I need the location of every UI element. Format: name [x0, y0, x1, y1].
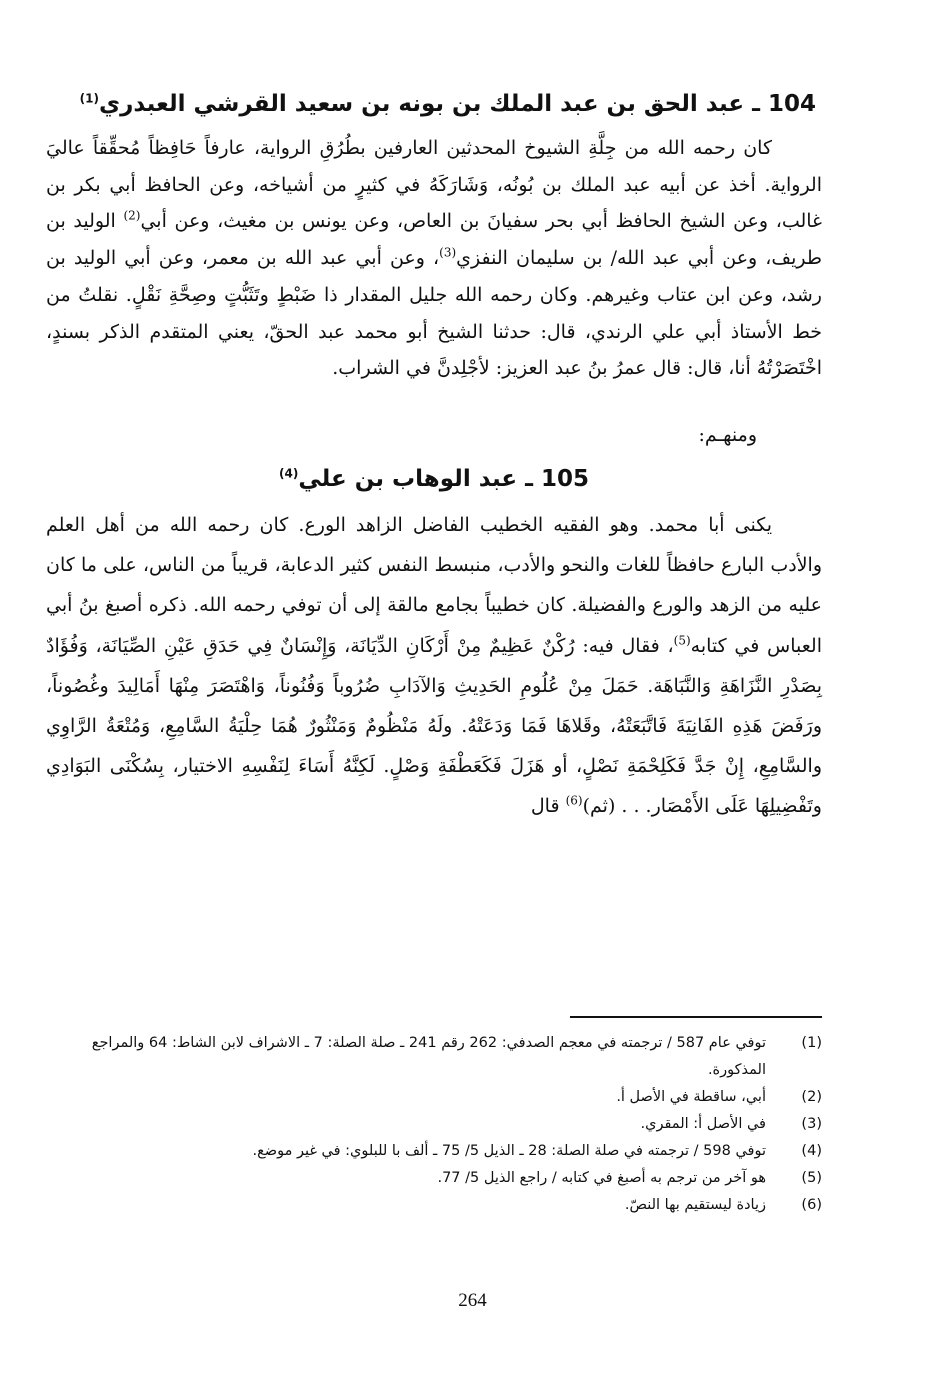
entry-105-paragraph — [46, 505, 822, 827]
footnote-ref-3[interactable]: (3) — [439, 245, 457, 260]
footnote-text: توفي 598 / ترجمته في صلة الصلة: 28 ـ الذيل 5/ 75 ـ ألف با للبلوي: في غير موضع. — [252, 1143, 766, 1159]
footnotes-section — [46, 1030, 822, 1219]
entry-104-text-1: كان رحمه الله من جِلَّةِ الشيوخ المحدثين العارفين بطُرُقِ الرواية، عارفاً حَافِظاً مُحقِّقاً عاليَ الرواية. أخذ عن أبيه عبد الملك بن بُونُه، وَشَارَكَهُ في كثيرٍ من أشياخه، وعن الحافظ أبي بكر بن غالب، وعن الشيخ الحافظ أبي بحر سفيانَ بن العاص، وعن يونس بن مغيث، وعن أبي — [46, 137, 822, 233]
page-body — [46, 78, 822, 827]
entry-104-text-2: الوليد بن طريف، وعن أبي عبد الله/ بن سليمان النفزي — [46, 210, 822, 270]
section-transition-label: ومنهـم: — [698, 423, 757, 446]
footnote-number: (5) — [801, 1170, 822, 1186]
entry-104-heading-text: 104 ـ عبد الحق بن عبد الملك بن بونه بن سعيد القرشي العبدري — [99, 91, 816, 117]
footnote-item — [46, 1138, 822, 1165]
footnote-number: (6) — [801, 1197, 822, 1213]
footnote-ref-4[interactable]: (4) — [279, 466, 299, 481]
footnote-item — [46, 1111, 822, 1138]
footnote-text: أبي، ساقطة في الأصل أ. — [616, 1089, 766, 1105]
footnote-ref-2[interactable]: (2) — [123, 209, 141, 224]
footnote-item — [46, 1030, 822, 1084]
footnote-number: (1) — [801, 1035, 822, 1051]
footnote-item — [46, 1084, 822, 1111]
footnote-ref-6[interactable]: (6) — [565, 794, 583, 809]
entry-105-text-3: قال — [530, 795, 566, 818]
footnote-item — [46, 1165, 822, 1192]
entry-105-text-1: يكنى أبا محمد. وهو الفقيه الخطيب الفاضل الزاهد الورع. كان رحمه الله من أهل العلم والأدب البارع حافظاً للغات والنحو والأدب، منبسط النفس كثير الدعابة، قريباً من الناس، على ما كان عليه من الزهد والورع والفضيلة. كان خطيباً بجامع مالقة إلى أن توفي رحمه الله. ذكره أصبغ بنُ أبي العباس في كتابه — [46, 513, 822, 657]
footnote-text: توفي عام 587 / ترجمته في معجم الصدفي: 262 رقم 241 ـ صلة الصلة: 7 ـ الاشراف لابن الشاط: 64 والمراجع المذكورة. — [91, 1035, 766, 1078]
entry-104-heading — [46, 78, 822, 130]
footnote-text: في الأصل أ: المقري. — [640, 1116, 766, 1132]
entry-105-heading-text: 105 ـ عبد الوهاب بن علي — [298, 465, 589, 492]
entry-105-text-2: ، فقال فيه: رُكْنٌ عَظِيمٌ مِنْ أَرْكَانِ الدِّيَانَة، وَإِنْسَانٌ فِي حَدَقِ عَيْنِ الصِّيَانَة، وَفُؤَادٌ بِصَدْرِ النَّزَاهَةِ وَالنَّبَاهَة. حَمَلَ مِنْ عُلُومِ الحَدِيثِ وَالآدَابِ ضُرُوباً وَفُنُوناً، وَاهْتَصَرَ مِنْهَا أَمَالِيدَ وغُصُوناً، ورَفَضَ هَذِهِ الفَانِيَةَ فَاتَّبَعَتْهُ، وقَلاهَا فَمَا وَدَعَتْهُ. ولَهُ مَنْظُومٌ وَمَنْثُورٌ هُمَا حِلْيَةُ السَّامِعِ، وَمُتْعَةُ الرَّاوِي والسَّامِعِ، إِنْ جَدَّ فَكَلِحْمَةِ نَصْلٍ، أو هَزَلَ فَكَعَطْفَةِ وَصْلٍ. لَكِنَّهُ أَسَاءَ لِنَفْسِهِ الاختيار، بِسُكْنَى البَوَادِي وتَفْضِيلِهَا عَلَى الأَمْصَار. . . (ثم) — [46, 634, 822, 818]
entry-105-heading — [46, 453, 822, 505]
footnote-text: زيادة ليستقيم بها النصّ. — [624, 1197, 766, 1213]
page-number: 264 — [458, 1290, 487, 1311]
footnote-item — [46, 1192, 822, 1219]
entry-104-paragraph — [46, 130, 822, 387]
footnote-number: (2) — [801, 1089, 822, 1105]
footnote-text: هو آخر من ترجم به أصبغ في كتابه / راجع الذيل 5/ 77. — [437, 1170, 766, 1186]
footnote-ref-5[interactable]: (5) — [673, 633, 691, 648]
footnote-ref-1[interactable]: (1) — [79, 91, 99, 106]
entry-104-text-3: ، وعن أبي عبد الله بن معمر، وعن أبي الوليد بن رشد، وعن ابن عتاب وغيرهم. وكان رحمه الله جليل المقدار ذا ضَبْطٍ وتَثَبُّتٍ وصِحَّةِ نَقْلٍ. نقلتُ من خط الأستاذ أبي علي الرندي، قال: حدثنا الشيخ أبو محمد عبد الحقّ، يعني المتقدم الذكر بسندٍ، اخْتَصَرْتُهُ أنا، قال: قال عمرُ بنُ عبد العزيز: لأجْلِدنَّ في الشراب. — [46, 247, 822, 380]
footnote-number: (4) — [801, 1143, 822, 1159]
footnote-number: (3) — [801, 1116, 822, 1132]
footnote-divider — [570, 1016, 822, 1018]
